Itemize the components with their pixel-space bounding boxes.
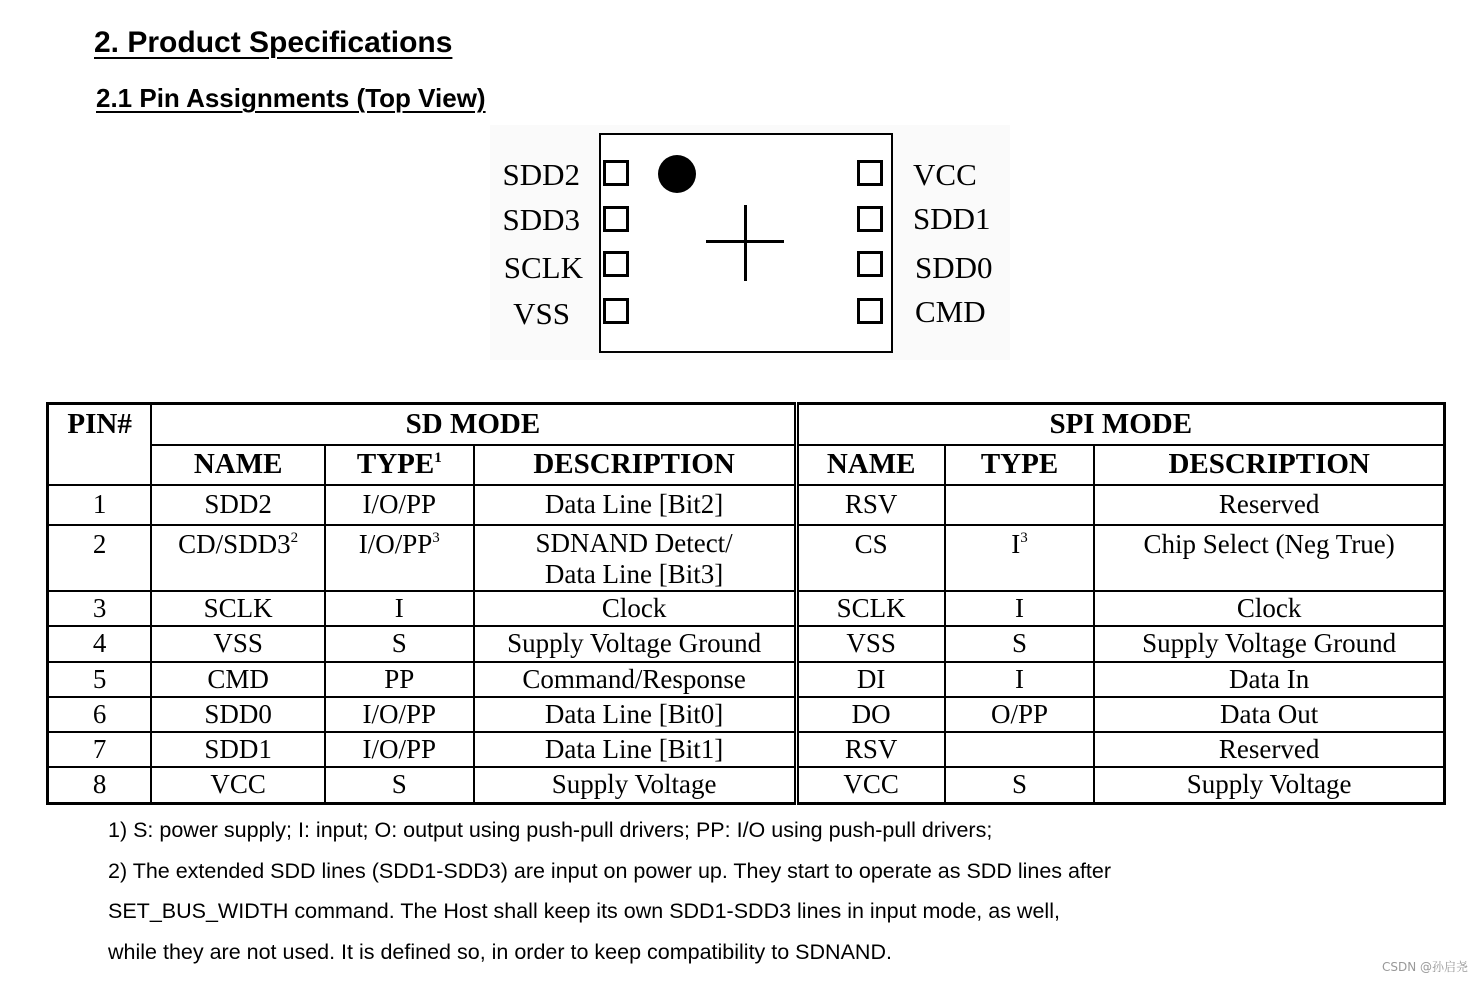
pin-spec-table	[46, 402, 1446, 805]
sd-desc-cell: Supply Voltage Ground	[474, 626, 796, 662]
table-row	[48, 485, 1445, 525]
table-row	[48, 767, 1445, 804]
sd-description-header: DESCRIPTION	[474, 445, 796, 485]
footnote-ref: 3	[1020, 529, 1028, 546]
pin-label-sdd0: SDD0	[915, 250, 993, 285]
footnotes	[108, 812, 1111, 974]
spi-name-cell: DI	[796, 662, 945, 697]
sd-type-header: TYPE$^1$	[325, 445, 474, 485]
sd-desc-cell: Supply Voltage	[474, 767, 796, 804]
sd-desc-cell: SDNAND Detect/ Data Line [Bit3]	[474, 525, 796, 591]
pin-cell: 4	[48, 626, 152, 662]
right-pad-3	[857, 251, 883, 277]
pin-label-sdd1: SDD1	[913, 201, 991, 236]
pin1-marker-dot	[658, 155, 696, 193]
spi-type-cell: O/PP	[945, 697, 1095, 732]
spi-name-cell: VCC	[796, 767, 945, 804]
footnote-ref: 1	[434, 450, 442, 466]
spi-name-cell: RSV	[796, 732, 945, 767]
crosshair-vertical	[744, 205, 747, 281]
right-pad-4	[857, 298, 883, 324]
sd-desc-cell: Data Line [Bit1]	[474, 732, 796, 767]
spi-type-cell: I	[945, 591, 1095, 626]
spi-name-cell: DO	[796, 697, 945, 732]
spi-type-cell	[945, 732, 1095, 767]
sd-name-cell: CMD	[151, 662, 325, 697]
table-row	[48, 626, 1445, 662]
pin-label-cmd: CMD	[915, 294, 986, 329]
sd-name-cell: SDD1	[151, 732, 325, 767]
watermark: CSDN @孙启尧	[1381, 960, 1468, 974]
table-row	[48, 732, 1445, 767]
sd-desc-cell: Data Line [Bit2]	[474, 485, 796, 525]
pin-header: PIN#	[48, 404, 152, 485]
spi-desc-cell: Clock	[1094, 591, 1444, 626]
spi-desc-cell: Data Out	[1094, 697, 1444, 732]
table-row	[48, 591, 1445, 626]
sd-desc-cell: Command/Response	[474, 662, 796, 697]
spi-name-cell: VSS	[796, 626, 945, 662]
spi-desc-cell: Supply Voltage Ground	[1094, 626, 1444, 662]
footnote-ref: 2	[290, 529, 299, 546]
spi-type-cell	[945, 485, 1095, 525]
right-pad-2	[857, 206, 883, 232]
sd-name-cell: VSS	[151, 626, 325, 662]
sd-type-cell: I	[325, 591, 474, 626]
pin-cell: 3	[48, 591, 152, 626]
pin-label-sdd2: SDD2	[502, 157, 580, 192]
footnote-2-line-3: while they are not used. It is defined so, in order to keep compatibility to SDNAND.	[108, 939, 892, 964]
sd-type-cell: I/O/PP	[325, 485, 474, 525]
footnote-1: 1) S: power supply; I: input; O: output using push-pull drivers; PP: I/O using push-pull drivers;	[108, 818, 993, 842]
left-pad-2	[603, 206, 629, 232]
left-pad-1	[603, 160, 629, 186]
spi-desc-cell: Reserved	[1094, 732, 1444, 767]
left-pad-4	[603, 298, 629, 324]
spi-desc-cell: Supply Voltage	[1094, 767, 1444, 804]
spi-desc-cell: Chip Select (Neg True)	[1094, 525, 1444, 591]
sd-name-cell: VCC	[151, 767, 325, 804]
section-title: 2. Product Specifications	[94, 26, 453, 59]
pin-label-sdd3: SDD3	[502, 202, 580, 237]
footnote-2-line-1: 2) The extended SDD lines (SDD1-SDD3) are input on power up. They start to operate as SDD lines after	[108, 858, 1112, 883]
pin-cell: 8	[48, 767, 152, 804]
sd-name-header: NAME	[151, 445, 325, 485]
spi-type-cell: $I^3$	[945, 525, 1095, 591]
right-pad-1	[857, 160, 883, 186]
sd-name-cell: SCLK	[151, 591, 325, 626]
pin-label-sclk: SCLK	[503, 250, 583, 285]
sd-type-cell: $I/O/PP^3$	[325, 525, 474, 591]
sd-type-cell: S	[325, 767, 474, 804]
spi-type-cell: I	[945, 662, 1095, 697]
spi-name-cell: CS	[796, 525, 945, 591]
table-row	[48, 662, 1445, 697]
table-row	[48, 525, 1445, 591]
table-row	[48, 697, 1445, 732]
spi-desc-cell: Data In	[1094, 662, 1444, 697]
spi-type-cell: S	[945, 767, 1095, 804]
pin-label-vss: VSS	[513, 296, 570, 331]
spi-name-header: NAME	[796, 445, 945, 485]
pin-cell: 5	[48, 662, 152, 697]
sd-type-cell: I/O/PP	[325, 732, 474, 767]
left-pad-3	[603, 251, 629, 277]
sd-type-cell: I/O/PP	[325, 697, 474, 732]
spi-mode-header: SPI MODE	[796, 404, 1444, 445]
spi-desc-cell: Reserved	[1094, 485, 1444, 525]
sd-desc-cell: Clock	[474, 591, 796, 626]
pin-cell: 6	[48, 697, 152, 732]
pin-cell: 1	[48, 485, 152, 525]
spi-name-cell: RSV	[796, 485, 945, 525]
pin-cell: 2	[48, 525, 152, 591]
sd-name-cell: SDD0	[151, 697, 325, 732]
spi-name-cell: SCLK	[796, 591, 945, 626]
spi-description-header: DESCRIPTION	[1094, 445, 1444, 485]
sd-name-cell: $CD/SDD3^2$	[151, 525, 325, 591]
sd-type-cell: S	[325, 626, 474, 662]
sd-desc-cell: Data Line [Bit0]	[474, 697, 796, 732]
footnote-ref: 3	[432, 529, 440, 546]
pin-cell: 7	[48, 732, 152, 767]
footnote-2-line-2: SET_BUS_WIDTH command. The Host shall keep its own SDD1-SDD3 lines in input mode, as well,	[108, 899, 1060, 923]
spi-type-cell: S	[945, 626, 1095, 662]
spi-type-header: TYPE	[945, 445, 1095, 485]
pin-label-vcc: VCC	[913, 157, 977, 192]
sd-type-cell: PP	[325, 662, 474, 697]
sd-name-cell: SDD2	[151, 485, 325, 525]
sd-mode-header: SD MODE	[151, 404, 796, 445]
subsection-title: 2.1 Pin Assignments (Top View)	[96, 83, 486, 113]
